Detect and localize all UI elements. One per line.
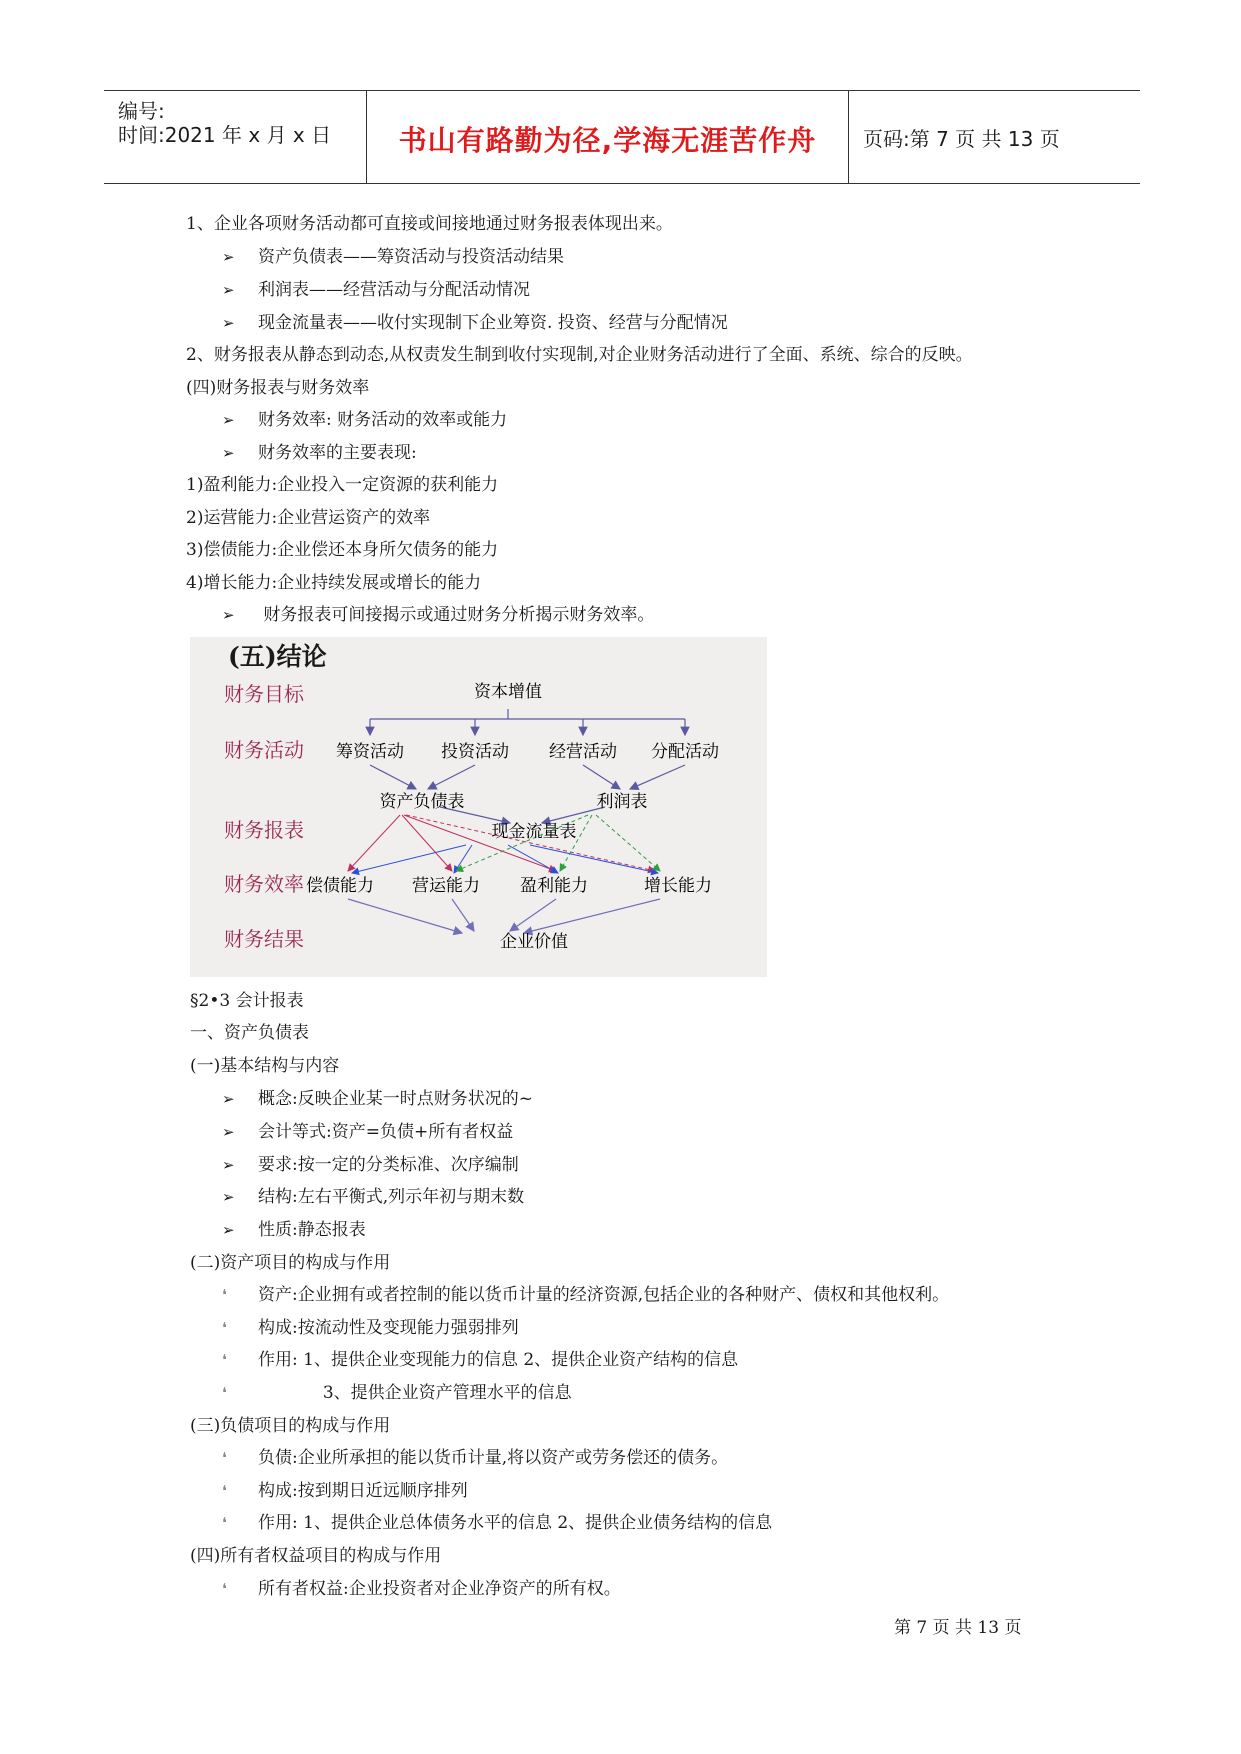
- bullet-item: ❛ 负债:企业所承担的能以货币计量,将以资产或劳务偿还的债务。: [222, 1448, 729, 1468]
- motto: 书山有路勤为径,学海无涯苦作舟: [398, 124, 817, 157]
- row-label-statement: 财务报表: [224, 818, 304, 842]
- bullet-item: ❛ 构成:按到期日近远顺序排列: [222, 1481, 468, 1501]
- comma-bullet-icon: ❛: [222, 1449, 227, 1467]
- node-goal: 资本增值: [474, 682, 542, 702]
- row-label-result: 财务结果: [224, 927, 304, 951]
- bullet-item: ➢ 财务报表可间接揭示或通过财务分析揭示财务效率。: [222, 605, 655, 625]
- node-activity: 投资活动: [441, 742, 509, 762]
- node-efficiency: 盈利能力: [520, 876, 588, 896]
- goal-bracket-connectors: [370, 709, 685, 735]
- arrow-bullet-icon: ➢: [222, 1156, 235, 1174]
- comma-bullet-icon: ❛: [222, 1384, 227, 1402]
- header-motto-cell: [367, 91, 849, 183]
- list-item: 3)偿债能力:企业偿还本身所欠债务的能力: [186, 540, 499, 560]
- section-heading: (三)负债项目的构成与作用: [190, 1416, 391, 1436]
- list-item: 4)增长能力:企业持续发展或增长的能力: [186, 573, 482, 593]
- paragraph-line: 2、财务报表从静态到动态,从权责发生制到收付实现制,对企业财务活动进行了全面、系统、综合的反映。: [186, 345, 973, 365]
- node-activity: 筹资活动: [336, 742, 404, 762]
- list-item: 1)盈利能力:企业投入一定资源的获利能力: [186, 475, 499, 495]
- bullet-item: ➢ 财务效率的主要表现:: [222, 443, 417, 463]
- bullet-item: ❛ 3、提供企业资产管理水平的信息: [222, 1383, 572, 1403]
- comma-bullet-icon: ❛: [222, 1514, 227, 1532]
- node-statement: 现金流量表: [491, 822, 577, 842]
- bullet-item: ❛ 所有者权益:企业投资者对企业净资产的所有权。: [222, 1579, 621, 1599]
- header-page-cell: [849, 91, 1139, 183]
- node-statement: 资产负债表: [379, 792, 465, 812]
- section-heading: (二)资产项目的构成与作用: [190, 1253, 391, 1273]
- arrow-bullet-icon: ➢: [222, 1123, 235, 1141]
- list-item: 2)运营能力:企业营运资产的效率: [186, 508, 431, 528]
- header-info-cell: [104, 91, 367, 183]
- conclusion-diagram-svg: [190, 637, 767, 977]
- section-heading: §2•3 会计报表: [190, 991, 304, 1011]
- bullet-item: ➢ 概念:反映企业某一时点财务状况的~: [222, 1089, 533, 1109]
- arrow-bullet-icon: ➢: [222, 411, 235, 429]
- section-heading: (一)基本结构与内容: [190, 1056, 340, 1076]
- arrow-bullet-icon: ➢: [222, 248, 235, 266]
- comma-bullet-icon: ❛: [222, 1319, 227, 1337]
- conclusion-diagram: [190, 637, 767, 977]
- bullet-item: ➢ 性质:静态报表: [222, 1220, 366, 1240]
- arrow-bullet-icon: ➢: [222, 444, 235, 462]
- bullet-item: ❛ 构成:按流动性及变现能力强弱排列: [222, 1318, 519, 1338]
- diagram-title: (五)结论: [228, 642, 327, 671]
- node-efficiency: 增长能力: [644, 876, 712, 896]
- comma-bullet-icon: ❛: [222, 1580, 227, 1598]
- bullet-item: ❛ 作用: 1、提供企业总体债务水平的信息 2、提供企业债务结构的信息: [222, 1513, 773, 1533]
- comma-bullet-icon: ❛: [222, 1286, 227, 1304]
- node-activity: 分配活动: [651, 742, 719, 762]
- node-statement: 利润表: [596, 792, 648, 812]
- arrow-bullet-icon: ➢: [222, 1090, 235, 1108]
- section-heading: (四)财务报表与财务效率: [186, 378, 370, 398]
- arrow-bullet-icon: ➢: [222, 281, 235, 299]
- comma-bullet-icon: ❛: [222, 1351, 227, 1369]
- arrow-bullet-icon: ➢: [222, 1221, 235, 1239]
- node-efficiency: 营运能力: [412, 876, 480, 896]
- section-heading: (四)所有者权益项目的构成与作用: [190, 1546, 442, 1566]
- node-efficiency: 偿债能力: [306, 876, 374, 896]
- bullet-item: ➢ 财务效率: 财务活动的效率或能力: [222, 410, 508, 430]
- bullet-item: ➢ 结构:左右平衡式,列示年初与期末数: [222, 1187, 525, 1207]
- bullet-item: ➢ 现金流量表——收付实现制下企业筹资. 投资、经营与分配情况: [222, 313, 728, 333]
- arrow-bullet-icon: ➢: [222, 606, 235, 624]
- time-label: 时间:2021 年 x 月 x 日: [118, 123, 332, 147]
- comma-bullet-icon: ❛: [222, 1482, 227, 1500]
- node-activity: 经营活动: [549, 742, 617, 762]
- page-header: [104, 90, 1140, 184]
- bullet-item: ➢ 资产负债表——筹资活动与投资活动结果: [222, 247, 564, 267]
- row-label-goal: 财务目标: [224, 682, 304, 706]
- bullet-item: ❛ 资产:企业拥有或者控制的能以货币计量的经济资源,包括企业的各种财产、债权和其他权利。: [222, 1285, 950, 1305]
- page-footer: 第 7 页 共 13 页: [894, 1618, 1022, 1638]
- efficiency-result-connectors: [348, 899, 660, 933]
- bullet-item: ❛ 作用: 1、提供企业变现能力的信息 2、提供企业资产结构的信息: [222, 1350, 739, 1370]
- bullet-item: ➢ 会计等式:资产=负债+所有者权益: [222, 1122, 514, 1142]
- paragraph-line: 1、企业各项财务活动都可直接或间接地通过财务报表体现出来。: [186, 214, 673, 234]
- number-label: 编号:: [118, 99, 165, 123]
- arrow-bullet-icon: ➢: [222, 1188, 235, 1206]
- node-result: 企业价值: [500, 932, 568, 952]
- row-label-activity: 财务活动: [224, 738, 304, 762]
- row-label-efficiency: 财务效率: [224, 872, 304, 896]
- bullet-item: ➢ 要求:按一定的分类标准、次序编制: [222, 1155, 519, 1175]
- section-heading: 一、资产负债表: [190, 1023, 309, 1043]
- arrow-bullet-icon: ➢: [222, 314, 235, 332]
- header-page-label: 页码:第 7 页 共 13 页: [863, 127, 1060, 151]
- bullet-item: ➢ 利润表——经营活动与分配活动情况: [222, 280, 530, 300]
